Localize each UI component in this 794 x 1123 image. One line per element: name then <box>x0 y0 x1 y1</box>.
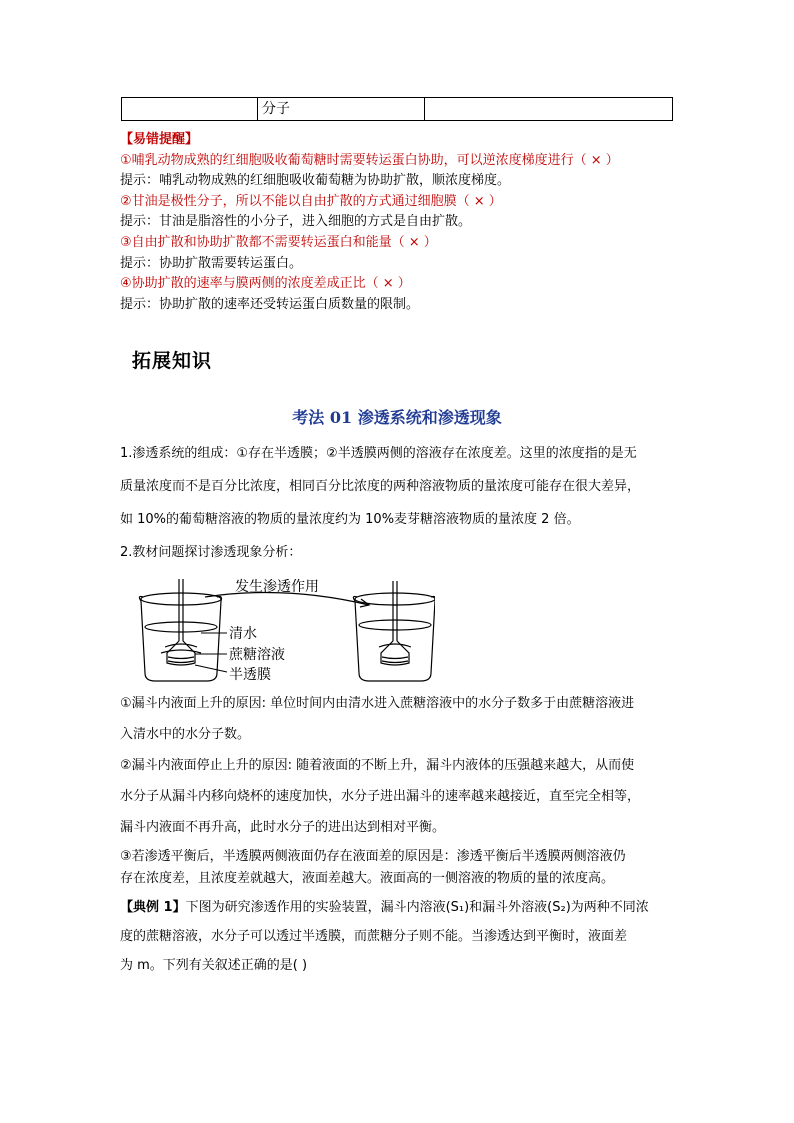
paragraph-level-difference <box>120 846 680 890</box>
label-clear-water: 清水 <box>229 626 257 642</box>
warning-question: ②甘油是极性分子，所以不能以自由扩散的方式通过细胞膜（ × ） <box>120 193 502 209</box>
warning-hint: 提示：哺乳动物成熟的红细胞吸收葡萄糖为协助扩散，顺浓度梯度。 <box>120 173 511 189</box>
warning-question: ③自由扩散和协助扩散都不需要转运蛋白和能量（ × ） <box>120 234 437 250</box>
label-semipermeable-membrane: 半透膜 <box>229 667 271 683</box>
example-tag: 【典例 1】 <box>120 900 186 915</box>
osmosis-diagram <box>135 575 435 685</box>
example-question <box>120 893 680 980</box>
table-fragment <box>121 97 673 121</box>
text-line: 如 10%的葡萄糖溶液的物质的量浓度约为 10%麦芽糖溶液物质的量浓度 2 倍。 <box>120 512 580 527</box>
arrow-label: 发生渗透作用 <box>235 579 319 595</box>
example-text: 下图为研究渗透作用的实验装置，漏斗内溶液(S₁)和漏斗外溶液(S₂)为两种不同浓 <box>185 900 649 915</box>
text-line <box>120 893 680 922</box>
text-line: ③若渗透平衡后，半透膜两侧液面仍存在液面差的原因是：渗透平衡后半透膜两侧溶液仍 <box>120 849 626 864</box>
table-cell <box>425 98 673 121</box>
paragraph-analysis <box>120 688 680 843</box>
text-line: 为 m。下列有关叙述正确的是( ) <box>120 958 308 973</box>
text-line: 2.教材问题探讨渗透现象分析： <box>120 545 302 560</box>
left-beaker-icon <box>139 579 221 681</box>
text-line: 漏斗内液面不再升高，此时水分子的进出达到相对平衡。 <box>120 820 446 835</box>
table-cell: 分子 <box>258 98 425 121</box>
text-line: 存在浓度差，且浓度差就越大，液面差越大。液面高的一侧溶液的物质的量的浓度高。 <box>120 871 615 886</box>
warning-hint: 提示：甘油是脂溶性的小分子，进入细胞的方式是自由扩散。 <box>120 214 472 230</box>
text-line: 度的蔗糖溶液，水分子可以透过半透膜，而蔗糖分子则不能。当渗透达到平衡时，液面差 <box>120 929 628 944</box>
text-line: 入清水中的水分子数。 <box>120 727 251 742</box>
table-cell <box>122 98 258 121</box>
warning-hint: 提示：协助扩散需要转运蛋白。 <box>120 255 303 271</box>
text-line: ②漏斗内液面停止上升的原因: 随着液面的不断上升，漏斗内液体的压强越来越大，从而使 <box>120 758 635 773</box>
section-title: 拓展知识 <box>132 350 213 372</box>
text-line: ①漏斗内液面上升的原因: 单位时间内由清水进入蔗糖溶液中的水分子数多于由蔗糖溶液进 <box>120 696 635 711</box>
warning-question: ①哺乳动物成熟的红细胞吸收葡萄糖时需要转运蛋白协助，可以逆浓度梯度进行（ × ） <box>120 152 619 168</box>
warning-question: ④协助扩散的速率与膜两侧的浓度差成正比（ × ） <box>120 276 411 292</box>
paragraph-osmosis-system <box>120 437 680 569</box>
warning-hint: 提示：协助扩散的速率还受转运蛋白质数量的限制。 <box>120 296 420 312</box>
right-beaker-icon <box>353 581 435 681</box>
warning-block <box>120 130 680 315</box>
warning-title: 【易错提醒】 <box>120 132 199 147</box>
text-line: 质量浓度而不是百分比浓度，相同百分比浓度的两种溶液物质的量浓度可能存在很大差异， <box>120 479 641 494</box>
kaofa-title: 考法 01 渗透系统和渗透现象 <box>292 408 502 427</box>
label-sucrose-solution: 蔗糖溶液 <box>229 647 285 663</box>
text-line: 水分子从漏斗内移向烧杯的速度加快，水分子进出漏斗的速率越来越接近，直至完全相等， <box>120 789 641 804</box>
text-line: 1.渗透系统的组成：①存在半透膜；②半透膜两侧的溶液存在浓度差。这里的浓度指的是无 <box>120 446 637 461</box>
table-row <box>122 98 673 121</box>
